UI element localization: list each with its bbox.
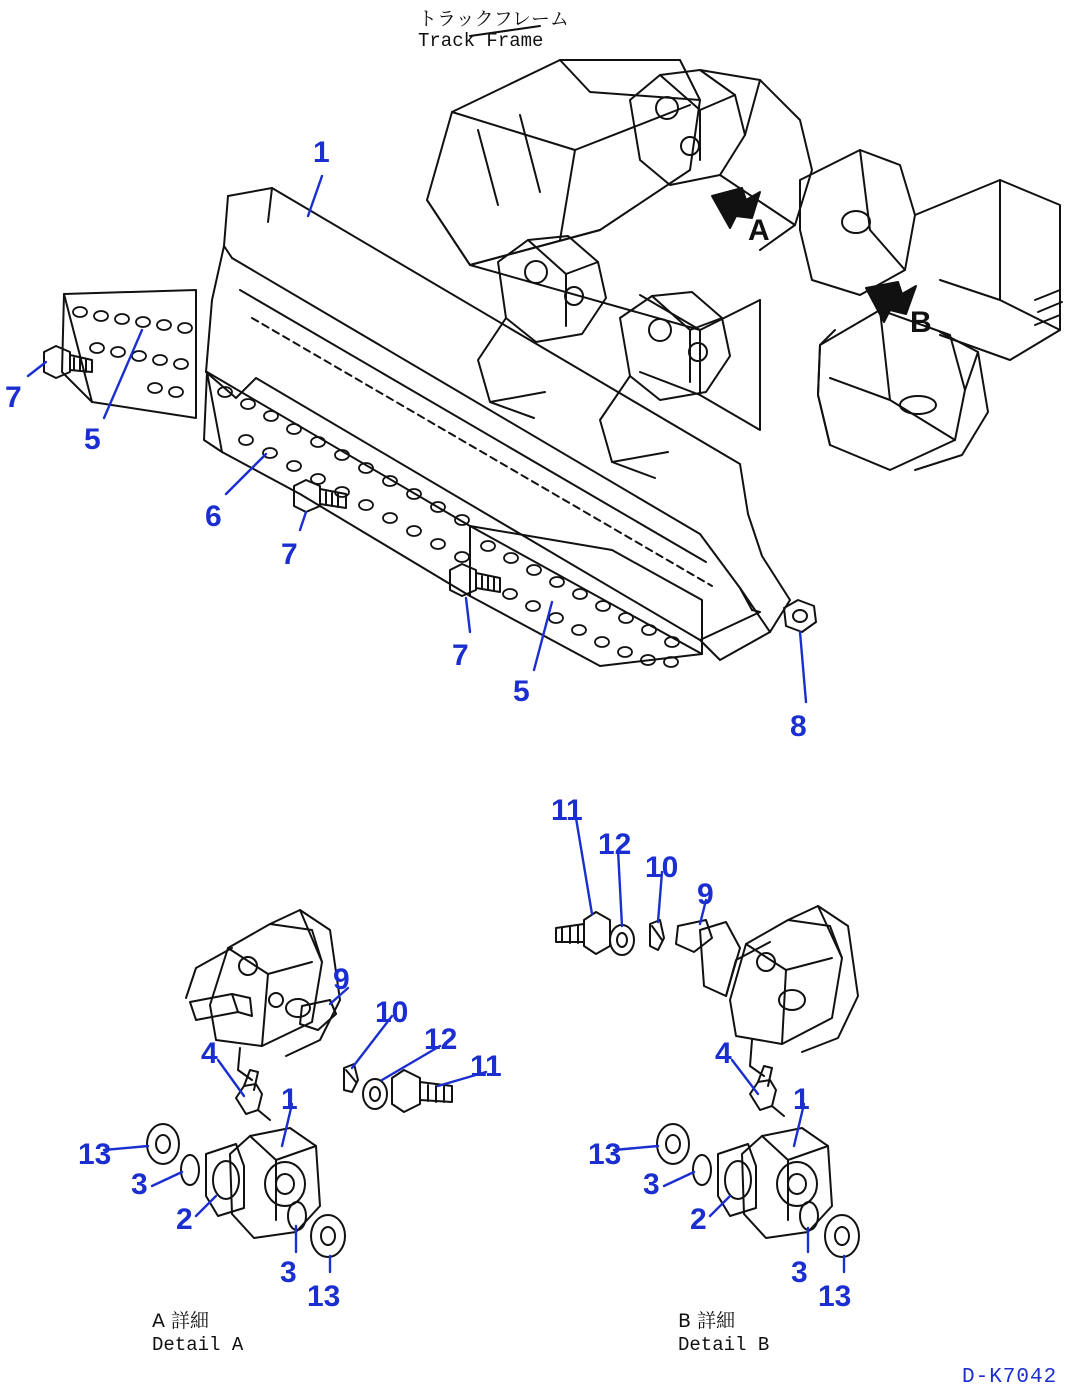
callout-10: 10 — [645, 851, 679, 884]
callout-5: 5 — [513, 675, 530, 708]
callout-2: 2 — [690, 1203, 707, 1236]
callout-4: 4 — [201, 1037, 218, 1070]
callout-12: 12 — [598, 828, 632, 861]
callout-3: 3 — [131, 1168, 148, 1201]
callout-1: 1 — [793, 1083, 810, 1116]
callout-1: 1 — [281, 1083, 298, 1116]
callout-6: 6 — [205, 500, 222, 533]
callout-11: 11 — [470, 1050, 502, 1083]
detail-a-caption-en: Detail A — [152, 1334, 244, 1356]
callout-13: 13 — [588, 1138, 622, 1171]
callout-12: 12 — [424, 1023, 458, 1056]
callout-5: 5 — [84, 423, 101, 456]
callout-7: 7 — [452, 639, 469, 672]
figure-title-jp: トラックフレーム — [418, 8, 569, 30]
callout-3: 3 — [643, 1168, 660, 1201]
detail-b-caption-jp: B 詳細 — [678, 1310, 736, 1332]
view-marker-b-label: B — [910, 306, 932, 339]
figure-title-en: Track Frame — [418, 30, 544, 52]
detail-a-caption-jp: A 詳細 — [152, 1310, 210, 1332]
callout-8: 8 — [790, 710, 807, 743]
view-marker-a-label: A — [748, 214, 770, 247]
callout-4: 4 — [715, 1037, 732, 1070]
drawing-code: D-K7042 — [962, 1366, 1058, 1389]
callout-13: 13 — [307, 1280, 341, 1313]
callout-7: 7 — [281, 538, 298, 571]
callout-9: 9 — [333, 963, 350, 996]
callout-7: 7 — [5, 381, 22, 414]
callout-13: 13 — [78, 1138, 112, 1171]
callout-10: 10 — [375, 996, 409, 1029]
callout-3: 3 — [280, 1256, 297, 1289]
callout-13: 13 — [818, 1280, 852, 1313]
callout-3: 3 — [791, 1256, 808, 1289]
callout-1: 1 — [313, 136, 330, 169]
callout-11: 11 — [551, 794, 583, 827]
callout-9: 9 — [697, 878, 714, 911]
callout-2: 2 — [176, 1203, 193, 1236]
detail-b-caption-en: Detail B — [678, 1334, 770, 1356]
